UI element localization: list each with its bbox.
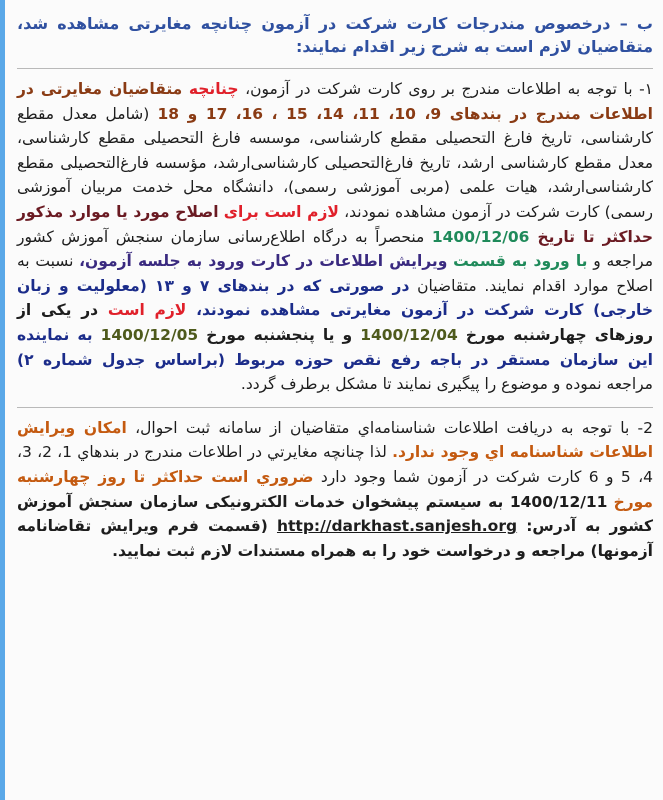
p1-highlight: با ورود به قسمت xyxy=(453,252,588,271)
divider xyxy=(17,68,653,69)
paragraph-2 xyxy=(17,416,653,564)
p1-highlight: ویرایش اطلاعات در کارت ورود به جلسه آزمون، xyxy=(79,252,448,271)
p2-text: (قسمت فرم ویرایش تقاضانامه آزمونها) xyxy=(17,517,653,560)
section-header: ب – درخصوص مندرجات کارت شرکت در آزمون چنانچه مغایرتی مشاهده شد، متقاضیان لازم است به شرح زیر اقدام نمایند: xyxy=(17,14,653,56)
p1-date: 1400/12/06 xyxy=(431,227,530,246)
p2-date: 1400/12/11 xyxy=(509,492,608,511)
p2-highlight: ضروري است حداکثر تا روز چهارشنبه مورخ xyxy=(17,467,653,511)
p2-text: به سیستم پیشخوان خدمات الکترونیکی سازمان سنجش آموزش کشور به آدرس: xyxy=(17,492,653,536)
p1-highlight: اصلاح مورد یا موارد مذکور حداکثر تا تاریخ xyxy=(17,202,653,246)
p1-text: (شامل معدل مقطع کارشناسی، تاریخ فارغ التحصیلی مقطع کارشناسی، موسسه فارغ التحصیلی مقطع کارشناسی، معدل مقطع کارشناسی ارشد، تاریخ فارغ‌التحصیلی کارشناسی‌ارشد، مؤسسه فارغ‌التحصیلی مقطع کارشناسی‌ارشد، هیات علمی (مربی آموزشی رسمی)، دانشگاه محل خدمت مربیان آموزشی رسمی) کارت شرکت در آزمون مشاهده نمودند، xyxy=(17,104,654,221)
p1-text: ۱- با توجه به اطلاعات مندرج بر روی کارت شرکت در آزمون، xyxy=(238,80,653,98)
p1-text: نسبت به اصلاح موارد اقدام نمایند. متقاضیان xyxy=(17,252,653,295)
p1-highlight: در صورتی که در بندهای ۷ و ۱۳ (معلولیت و زبان خارجی) کارت شرکت در آزمون مغایرتی مشاهده نمودند، xyxy=(17,276,653,320)
p2-text: مراجعه و درخواست خود را به همراه مستندات لازم ثبت نمایید. xyxy=(112,541,591,560)
p1-text: مراجعه نموده و موضوع را پیگیری نمایند تا مشکل برطرف گردد. xyxy=(240,375,653,394)
p2-text: لذا چنانچه مغایرتي در اطلاعات مندرج در بندهاي 1، 2، 3، 4، 5 و 6 کارت شرکت در آزمون شما وجود دارد xyxy=(17,443,653,486)
divider xyxy=(17,407,653,408)
p1-highlight: به نماینده این سازمان مستقر در باجه رفع نقص حوزه مربوط (براساس جدول شماره ۲) xyxy=(17,325,653,369)
p1-text: و یا پنجشنبه مورخ xyxy=(198,325,361,344)
p1-highlight: چنانچه xyxy=(188,80,239,98)
p1-text: در یکی از روزهای چهارشنبه مورخ xyxy=(17,301,654,344)
sanjesh-link[interactable]: http://darkhast.sanjesh.org xyxy=(276,517,518,536)
p1-date: 1400/12/05 xyxy=(100,325,199,344)
p2-text: 2- با توجه به دریافت اطلاعات شناسنامه‌اي متقاضیان از سامانه ثبت احوال، xyxy=(126,418,653,437)
paragraph-1 xyxy=(17,77,653,397)
p1-highlight: متقاضیان مغایرتی در اطلاعات مندرج در بندهای 9، 10، 11، 14، 15 ، 16، xyxy=(17,80,653,123)
p1-date: 1400/12/04 xyxy=(360,325,458,344)
p1-highlight: لازم است xyxy=(107,301,197,320)
p2-highlight: امکان ویرایش اطلاعات شناسنامه اي وجود ندارد. xyxy=(17,418,654,462)
p1-highlight: لازم است برای xyxy=(223,202,339,221)
p1-highlight: 17 و 18 xyxy=(157,104,228,123)
p1-text: منحصراً به درگاه اطلاع‌رسانی سازمان سنجش آموزش کشور مراجعه و xyxy=(17,227,654,271)
